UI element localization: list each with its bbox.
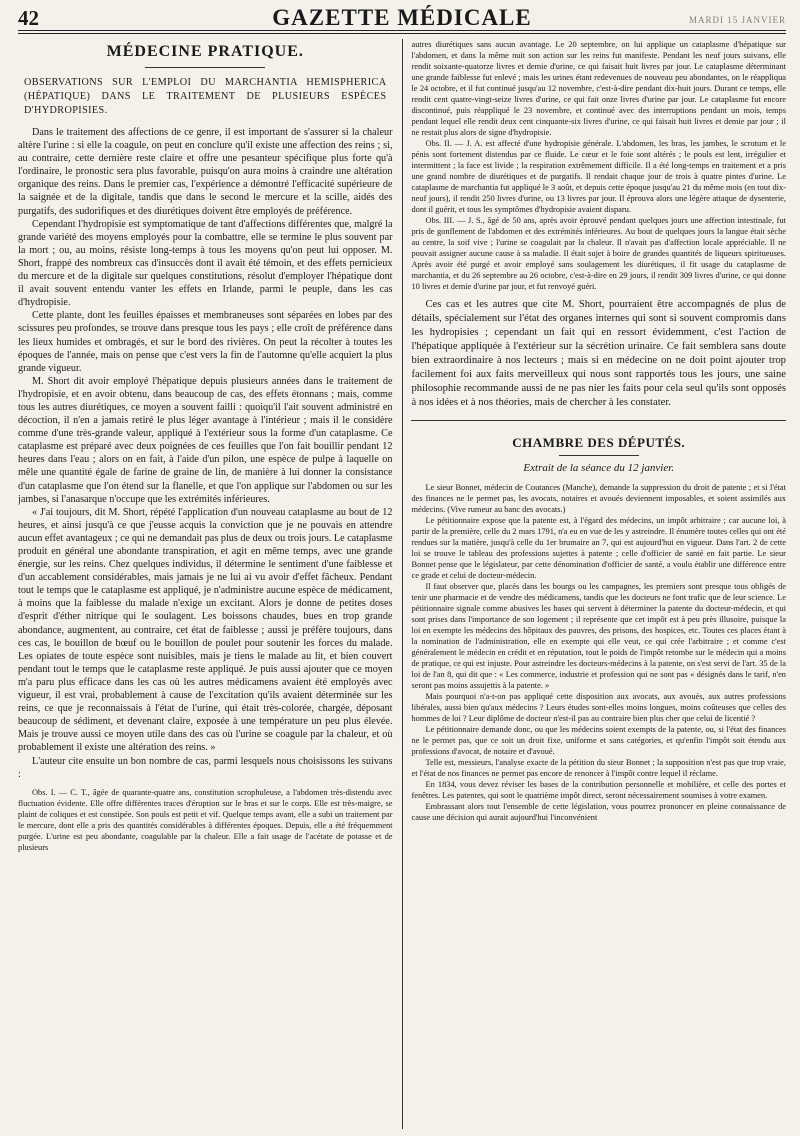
right-column <box>402 39 786 1129</box>
section-separator <box>411 420 786 421</box>
chamber-paragraph: Embrassant alors tout l'ensemble de cette législation, vous pourrez prononcer en pleine connaissance de cause une décision qui aurait aujourd'hui l'inconvénient <box>411 802 786 822</box>
observation-2: Obs. II. — J. A. est affecté d'une hydropisie générale. L'abdomen, les bras, les jambes, le scrotum et le pénis sont fortement distendus par ce fluide. Le cœur et le foie sont altérés ; le pouls est lent, irrégulier et intermittent ; la face est livide ; la respiration extrêmement difficile. Il a été long-temps en traitement et a pris une grand nombre de diurétiques et de purgatifs. Il rendait chaque jour de trois à quatre pintes d'urine. Le cataplasme de marchantia fut appliqué le 3 août, et depuis cette époque jusqu'au 21 du même mois (en tout dix-neuf jours), il rendit 250 livres d'urine, ou 13 livres par jour. Il éprouva alors une légère attaque de dysenterie, dont il guérit, et tous les symptômes d'hydropisie avaient disparu. <box>411 139 786 214</box>
page-number: 42 <box>18 6 39 30</box>
paragraph: Dans le traitement des affections de ce genre, il est important de s'assurer si la chaleur altère l'urine : si elle la coagule, on peut en conclure qu'il existe une affection des reins ; si, au contraire, cette dernière reste claire et offre une pesanteur spécifique plus forte qu'à l'ordinaire, le pronostic sera plus favorable, puisqu'on aura moins à craindre une altération organique des reins. Dans le premier cas, l'expérience a démontré l'efficacité supérieure de la saignée et de la digitale, tandis que dans le second le mercure et la scille, aidés des purgatifs, des sudorifiques et des diurétiques doivent être employés de préférence. <box>18 127 393 217</box>
observation-3: Obs. III. — J. S., âgé de 50 ans, après avoir éprouvé pendant quelques jours une affection intestinale, fut pris de gonflement de l'abdomen et des extrémités inférieures. Au bout de quelques jours la langue était sèche au centre, la soif vive ; l'urine se coagulait par la chaleur. Il n'avait pas d'affection locale appréciable. Il ne pouvait assigner aucune cause à sa maladie. Il était sujet à boire de grandes quantités de liqueurs spiritueuses. Après avoir été purgé et avoir employé sans soulagement les diurétiques, il fit usage du cataplasme de marchantia, et du 26 septembre au 26 octobre, c'est-à-dire en 29 jours, il rendit 309 livres d'urine, ce qui donne 10 livres et demie d'urine par jour, et fut renvoyé guéri. <box>411 216 786 291</box>
title-rule <box>145 67 265 68</box>
chamber-paragraph: Le pétitionnaire expose que la patente est, à l'égard des médecins, un impôt arbitraire ; car aucune loi, à partir de la première, celle du 2 mars 1791, n'a eu en vue de les y astreindre. Il énumère toutes celles qui ont été rendues sur la matière, jusqu'à celle du 1er brumaire an 7, qui est aujourd'hui en vigueur. Dans l'art. 2 de cette loi se trouve le tableau des professions sujettes à patente ; celle d'officier de santé en fait partie. Le sieur Bonnet pense que le législateur, par cette dénomination d'officier de santé, a voulu établir une différence entre ce grade et celui de docteur-médecin. <box>411 516 786 580</box>
conclusion-paragraph: Ces cas et les autres que cite M. Short, pourraient être accompagnés de plus de détails, spécialement sur l'état des organes internes qui sont si souvent compromis dans les hydropisies ; cependant un fait qui en ressort évidemment, c'est l'action de l'hépatique appliquée à l'extérieur sur la sécrétion urinaire. Ce fait semblera sans doute bien extraordinaire à nos lecteurs ; mais si en médecine on ne doit point ajouter trop facilement foi aux faits merveilleux qui nous sont rapportés tous les jours, une saine philosophie recommande aussi de ne pas nier les faits pour cela seul qu'ils sont opposés à nos idées et à nos théories, mais de chercher à les constater. <box>411 299 786 408</box>
chamber-paragraph: En 1834, vous devez réviser les bases de la contribution personnelle et mobilière, et celle des portes et fenêtres. Les patentes, qui sont le quatrième impôt direct, seront nécessairement soumises à votre examen. <box>411 780 786 800</box>
chamber-subtitle: Extrait de la séance du 12 janvier. <box>523 462 675 474</box>
issue-date: MARDI 15 JANVIER <box>689 15 786 25</box>
paragraph: Cependant l'hydropisie est symptomatique de tant d'affections différentes que, malgré la grande variété des moyens employés pour la combattre, elle se termine le plus souvent par la mort ; ou, au moins, résiste long-temps à tous les moyens qu'on peut lui opposer. M. Short, frappé des nombreux cas d'insuccès dont il avait été témoin, et des effets pernicieux du mercure et de la digitale sur quelques constitutions, résolut d'employer l'hépatique dont il avait souvent entendu vanter les effets en Irlande, parmi le peuple, dans les cas d'hydropisie. <box>18 218 393 309</box>
left-column <box>18 39 402 1129</box>
chamber-title: CHAMBRE DES DÉPUTÉS. <box>512 435 686 450</box>
article-title: OBSERVATIONS SUR L'EMPLOI DU MARCHANTIA HEMISPHERICA (HÉPATIQUE) DANS LE TRAITEMENT DE PLUSIEURS ESPÈCES D'HYDROPISIES. <box>24 77 387 116</box>
chamber-paragraph: Mais pourquoi n'a-t-on pas appliqué cette disposition aux avocats, aux avoués, aux autres professions libérales, aussi bien qu'aux médecins ? Leurs études sont-elles moins longues, moins coûteuses que celles des hommes de loi ? Leur diplôme de docteur n'est-il pas au contraire bien plus cher que celui de licentié ? <box>411 692 786 723</box>
columns <box>18 39 786 1129</box>
journal-title: GAZETTE MÉDICALE <box>272 5 532 30</box>
chamber-paragraph: Il faut observer que, placés dans les bourgs ou les campagnes, les premiers sont presque tous obligés de tenir une pharmacie et de vendre des médicamens, tandis que les docteurs ne font trafic que de leur science. Le pétitionnaire signale comme abusives les bases qui servent à déterminer la patente du docteur-médecin, et qui sont prises dans l'importance de son logement ; il représente que cet impôt est à peu près illusoire, puisque la loi en exempte les médecins des hôpitaux des pauvres, des prisons, des hospices, etc. Toutes ces places étant à la nomination de l'administration, elle en exempte qui elle veut, ce qui crée l'arbitraire ; et comme c'est généralement le médecin en crédit et en réputation, tout le poids de l'impôt retombe sur le médecin qui a moins de pratique, ce qui est injuste. Pour astreindre les docteurs-médecins à la patente, on s'est servi de l'art. 35 de la loi de l'an 8, qui dit que : « Les commerce, industrie et profession qui ne sont pas « désignés dans le tarif, n'en seront pas moins assujettis à la patente. » <box>411 582 786 690</box>
chamber-paragraph: Telle est, messieurs, l'analyse exacte de la pétition du sieur Bonnet ; la supposition n'est pas que trop vraie, et l'état de nos finances ne permet pas encore de renoncer à l'impôt contre lequel il réclame. <box>411 758 786 778</box>
observation-1: Obs. I. — C. T., âgée de quarante-quatre ans, constitution scrophuleuse, a l'abdomen très-distendu avec fluctuation évidente. Elle offre différentes traces d'éruption sur le bras et sur le corps. Elle est très-maigre, se plaint de coliques et est constipée. Son pouls est petit et vif. Quelque temps avant, elle a subi un traitement par le mercure, dont elle a pris des quantités considérables à différentes époques. Depuis, elle a été fréquemment purgée. L'urine est peu abondante, coagulable par la chaleur. Elle a fait usage de l'acétate de potasse et de plusieurs <box>18 787 393 852</box>
chamber-paragraph: Le sieur Bonnet, médecin de Coutances (Manche), demande la suppression du droit de patente ; et si l'état des finances ne le permet pas, les avocats, notaires et avoués deviennent imposables, et soient assimilés aux médecins. (Vive rumeur au banc des avocats.) <box>411 483 786 514</box>
paragraph: Cette plante, dont les feuilles épaisses et membraneuses sont séparées en lobes par des scissures peu profondes, se trouve dans presque tous les pays ; elle croît de préférence dans les lieux humides et ombragés, et sur le bord des rivières. On peut la récolter à toutes les époques de l'année, mais on pense que c'est vers la fin de l'automne qu'elle acquiert la plus grande vigueur. <box>18 310 393 374</box>
paragraph: M. Short dit avoir employé l'hépatique depuis plusieurs années dans le traitement de l'hydropisie, et en avoir obtenu, dans beaucoup de cas, des effets étonnans ; mais, comme tous les autres diurétiques, ce moyen a souvent failli : quoiqu'il l'ait souvent administré en décoction, il n'en a jamais retiré le plus léger avantage à l'intérieur ; mais il le considère comme d'une très-grande valeur, appliqué à l'extérieur sous la forme d'un cataplasme. Ce cataplasme est préparé avec deux poignées de ces feuilles que l'on fait bouillir pendant 12 heures dans l'eau ; alors on en fait, à l'aide d'un pilon, une espèce de pulpe à laquelle on mêle une quantité égale de farine de graine de lin, de manière à lui donner la consistance d'un cataplasme que l'on étend sur la flanelle, et que l'on applique sur l'abdomen ou sur les jambes, si l'anasarque n'occupe que les extrémités inférieures. <box>18 375 393 505</box>
paragraph: L'auteur cite ensuite un bon nombre de cas, parmi lesquels nous choisissons les suivans : <box>18 755 393 780</box>
chamber-rule <box>559 455 639 456</box>
paragraph: « J'ai toujours, dit M. Short, répété l'application d'un nouveau cataplasme au bout de 12 heures, et ainsi jusqu'à ce que j'eusse acquis la conviction que je ne pouvais en attendre aucun effet avantageux ; ce qui ne demandait pas plus de deux ou trois jours. Le cataplasme produit en général une abondante transpiration, et agit en même temps, avec une grande énergie, sur les reins. Chez quelques individus, il détermine le sentiment d'une faiblesse et d'un accablement considérables, mais jamais je ne lui ai vu avoir d'effet fâcheux. Pendant tout le temps que le cataplasme est appliqué, je n'administre aucune espèce de médicament, à moins que la faiblesse du malade n'exige un excitant. Alors je donne de petites doses d'esprit d'éther nitrique qui le soulagent. Les boissons chaudes, bues en trop grande abondance, augmentent, au contraire, cet état de faiblesse ; aussi je préfère toujours, dans ces cas, le bouillon de bœuf ou le bouillon de poulet pour soutenir les forces du malade. Les opiates de toute espèce sont nuisibles, mais je tiens le malade au lit, et bien couvert pendant tout le temps que le cataplasme reste appliqué. Je puis aussi ajouter que ce moyen m'a paru plus efficace dans les cas où les autres médicamens avaient été employés avec vigueur, il est vrai, probablement à cause de l'excitation qu'ils avaient déterminée sur les reins, ce que je reconnaissais à l'état de l'urine, qui était très-colorée, chargée, déposant beaucoup de sédiment, et devenant claire, exposée à une température un peu plus élevée. Mais je trouve aussi ce moyen utile dans des cas où l'urine se coagule par la chaleur, et où probablement il existe une altération des reins. » <box>18 506 393 754</box>
chamber-paragraph: Le pétitionnaire demande donc, ou que les médecins soient exempts de la patente, ou, si l'état des finances ne le permet pas, que ce soit un droit fixe, uniforme et sans catégories, et qu'enfin l'impôt soit étendu aux professions d'avocat, de notaire et d'avoué. <box>411 725 786 756</box>
observation-1-continued: autres diurétiques sans aucun avantage. Le 20 septembre, on lui applique un cataplasme d'hépatique sur l'abdomen, et dans la même nuit son action sur les reins fut manifeste. Pendant les neuf jours suivans, elle rendit soixante-quatorze livres et demie d'urine, ce qui faisait huit livres par jour. Le cataplasme déterminant une grande faiblesse fut enlevé ; mais les urines étant redevenues de nouveau peu abondantes, on le réappliqua le 24 octobre, et il fut continué jusqu'au 12 novembre, c'est-à-dire pendant dix-huit jours. Durant ce temps, elle rendit cent quatre-vingt-seize livres d'urine, ce qui fait onze livres d'urine par jour. Le cataplasme fut encore discontinué, puis réappliqué le 23 novembre, et continué avec des interruptions pendant un mois, temps pendant lequel elle rendit deux cent cinquante-six livres d'urine, ce qui faisait huit livres et demie par jour ; il ne restait plus alors de signe d'hydropisie. <box>411 40 786 137</box>
masthead <box>18 4 786 31</box>
section-title: MÉDECINE PRATIQUE. <box>106 43 304 60</box>
